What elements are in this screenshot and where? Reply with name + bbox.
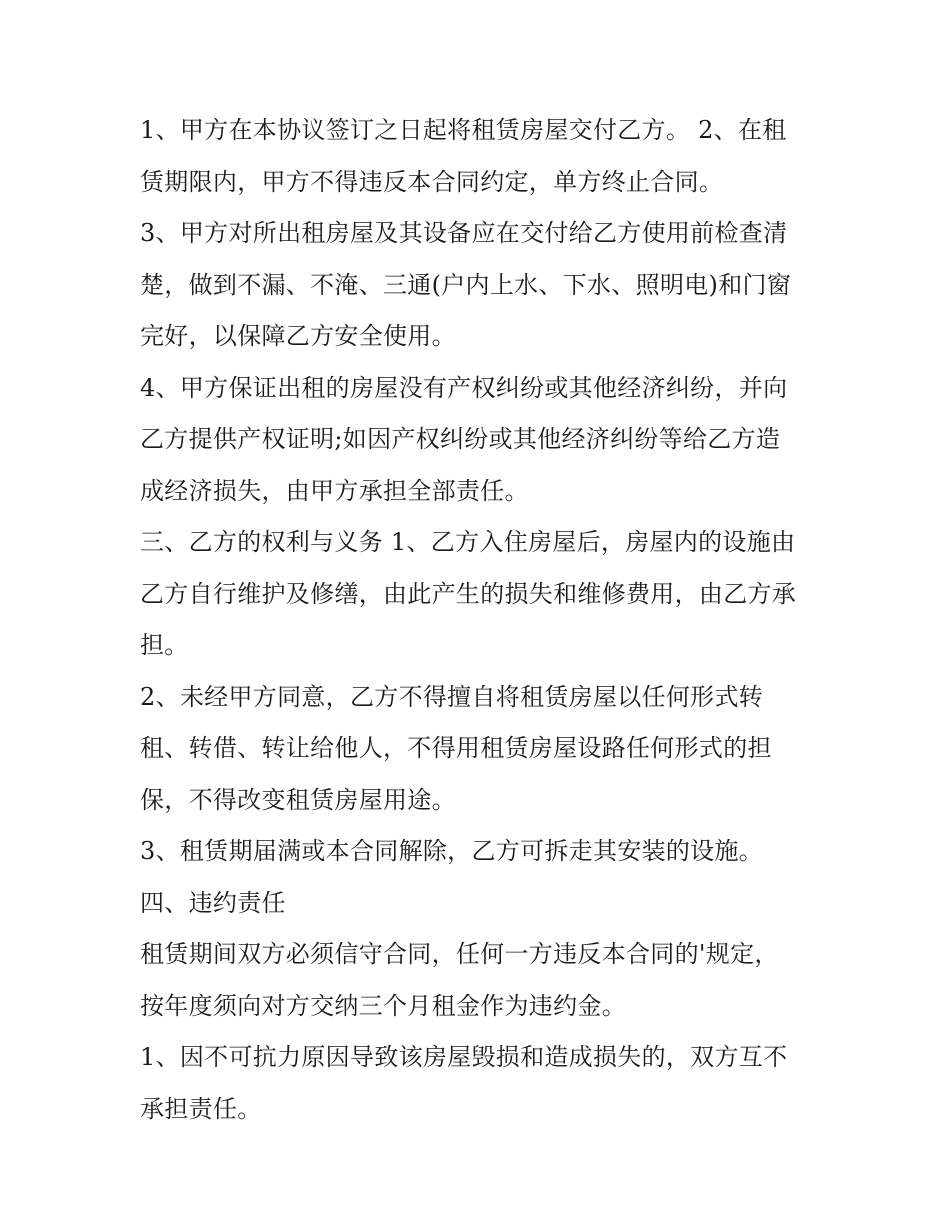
text-line: 乙方提供产权证明;如因产权纠纷或其他经济纠纷等给乙方造 <box>140 425 781 453</box>
section-heading: 四、违约责任 <box>140 888 286 917</box>
text-line: 三、乙方的权利与义务 1、乙方入住房屋后，房屋内的设施由 <box>140 528 796 556</box>
text-line: 完好，以保障乙方安全使用。 <box>140 322 456 350</box>
text-line: 按年度须向对方交纳三个月租金作为违约金。 <box>140 991 626 1020</box>
text-line: 赁期限内，甲方不得违反本合同约定，单方终止合同。 <box>140 167 724 196</box>
text-line: 3、甲方对所出租房屋及其设备应在交付给乙方使用前检查清 <box>140 219 788 247</box>
text-line: 担。 <box>140 631 189 659</box>
text-line: 4、甲方保证出租的房屋没有产权纠纷或其他经济纠纷，并向 <box>140 373 788 402</box>
text-line: 乙方自行维护及修缮，由此产生的损失和维修费用，由乙方承 <box>140 579 797 608</box>
text-line: 3、租赁期届满或本合同解除，乙方可拆走其安装的设施。 <box>140 837 764 865</box>
document-body <box>140 105 820 1135</box>
text-line: 1、甲方在本协议签订之日起将租赁房屋交付乙方。 2、在租 <box>140 116 787 144</box>
text-line: 保，不得改变租赁房屋用途。 <box>140 785 456 814</box>
text-line: 2、未经甲方同意，乙方不得擅自将租赁房屋以任何形式转 <box>140 682 764 711</box>
text-line: 租赁期间双方必须信守合同，任何一方违反本合同的'规定， <box>140 940 779 968</box>
text-line: 成经济损失，由甲方承担全部责任。 <box>140 476 529 505</box>
text-line: 1、因不可抗力原因导致该房屋毁损和造成损失的，双方互不 <box>140 1043 788 1071</box>
text-line: 楚，做到不漏、不淹、三通(户内上水、下水、照明电)和门窗 <box>140 270 792 299</box>
text-line: 承担责任。 <box>140 1094 262 1123</box>
text-line: 租、转借、转让给他人，不得用租赁房屋设路任何形式的担 <box>140 734 772 762</box>
